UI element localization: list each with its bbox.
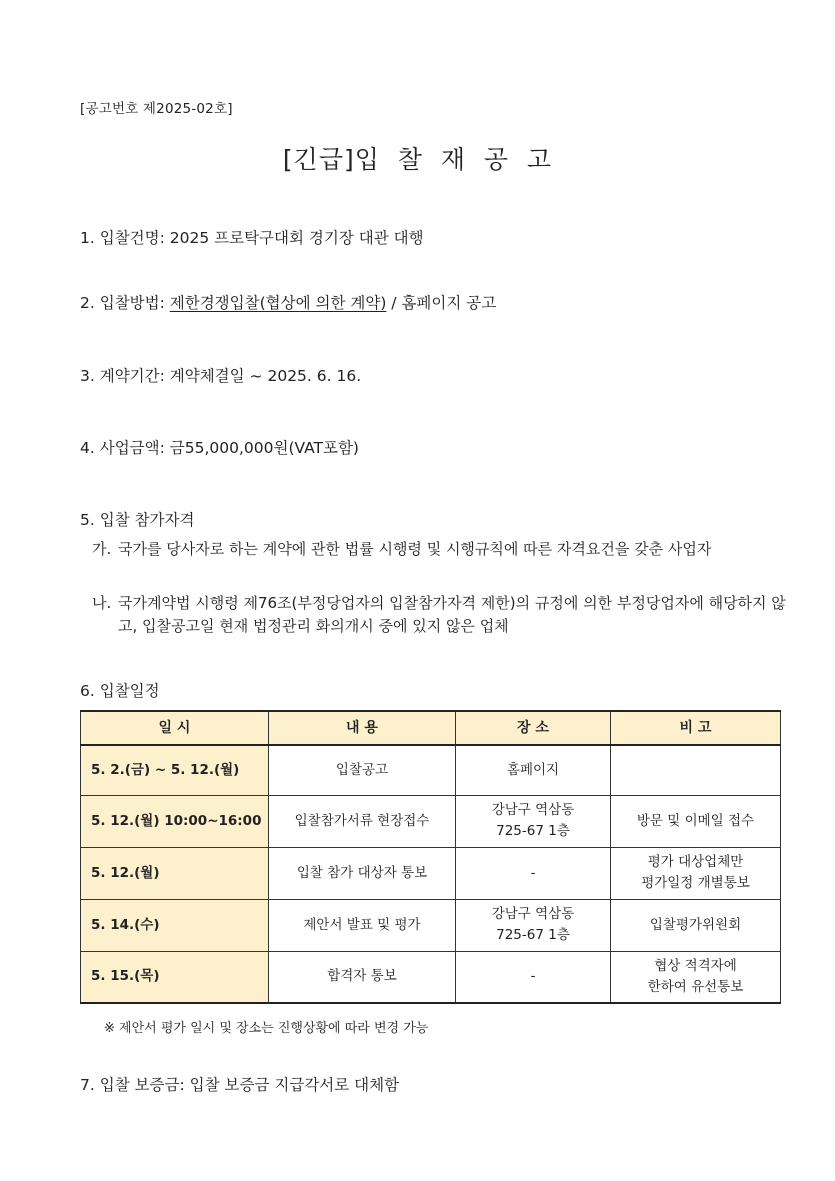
table-row <box>81 745 781 795</box>
item-qualification-heading: 5. 입찰 참가자격 <box>80 511 195 529</box>
row-content: 합격자 통보 <box>269 951 456 1003</box>
qualification-subitem <box>92 592 792 638</box>
item-bid-method <box>80 291 496 313</box>
item-schedule-heading: 6. 입찰일정 <box>80 682 160 700</box>
item-bid-method-label: 2. 입찰방법: <box>80 294 170 312</box>
row-place: 강남구 역삼동 725-67 1층 <box>456 795 611 847</box>
row-date: 5. 15.(목) <box>81 951 269 1003</box>
item-bid-method-value: 제한경쟁입찰(협상에 의한 계약) <box>169 294 387 312</box>
notice-number: [공고번호 제2025-02호] <box>80 101 233 117</box>
row-place: - <box>456 847 611 899</box>
header-datetime: 일 시 <box>81 711 269 745</box>
row-date: 5. 12.(월) 10:00~16:00 <box>81 795 269 847</box>
item-budget-value: 금55,000,000원(VAT포함) <box>169 439 359 457</box>
item-contract-period-value: 계약체결일 ~ 2025. 6. 16. <box>169 367 362 385</box>
schedule-footnote: ※ 제안서 평가 일시 및 장소는 진행상황에 따라 변경 가능 <box>104 1021 429 1036</box>
row-content: 입찰 참가 대상자 통보 <box>269 847 456 899</box>
schedule-table <box>80 710 781 1004</box>
qualification-subitem-text: 국가를 당사자로 하는 계약에 관한 법률 시행령 및 시행규칙에 따른 자격요건을 갖춘 사업자 <box>118 540 712 558</box>
item-bid-bond <box>80 1073 399 1095</box>
item-contract-period-label: 3. 계약기간: <box>80 367 170 385</box>
item-budget <box>80 436 359 458</box>
row-date: 5. 2.(금) ~ 5. 12.(월) <box>81 745 269 795</box>
row-date: 5. 14.(수) <box>81 899 269 951</box>
table-row <box>81 847 781 899</box>
table-row <box>81 899 781 951</box>
row-place: 강남구 역삼동 725-67 1층 <box>456 899 611 951</box>
row-place: 홈페이지 <box>456 745 611 795</box>
item-bid-bond-value: 입찰 보증금 지급각서로 대체함 <box>189 1076 400 1094</box>
row-note: 방문 및 이메일 접수 <box>611 795 781 847</box>
table-row <box>81 951 781 1003</box>
qualification-subitem <box>92 538 792 561</box>
header-place: 장 소 <box>456 711 611 745</box>
table-row <box>81 795 781 847</box>
header-note: 비 고 <box>611 711 781 745</box>
row-note: 협상 적격자에 한하여 유선통보 <box>611 951 781 1003</box>
item-bid-bond-label: 7. 입찰 보증금: <box>80 1076 190 1094</box>
item-project-name <box>80 226 424 248</box>
item-project-name-label: 1. 입찰건명: <box>80 229 170 247</box>
qualification-subitem-marker: 나. <box>92 594 112 612</box>
item-contract-period <box>80 364 361 386</box>
qualification-subitem-marker: 가. <box>92 540 112 558</box>
schedule-header-row <box>81 711 781 745</box>
item-bid-method-suffix: / 홈페이지 공고 <box>386 294 497 312</box>
item-project-name-value: 2025 프로탁구대회 경기장 대관 대행 <box>169 229 424 247</box>
row-content: 제안서 발표 및 평가 <box>269 899 456 951</box>
row-content: 입찰참가서류 현장접수 <box>269 795 456 847</box>
row-content: 입찰공고 <box>269 745 456 795</box>
item-budget-label: 4. 사업금액: <box>80 439 170 457</box>
page-title: [긴급]입 찰 재 공 고 <box>282 145 553 174</box>
row-place: - <box>456 951 611 1003</box>
row-note <box>611 745 781 795</box>
qualification-subitem-text: 국가계약법 시행령 제76조(부정당업자의 입찰참가자격 제한)의 규정에 의한 부정당업자에 해당하지 않고, 입찰공고일 현재 법정관리 화의개시 중에 있지 않은 업체 <box>118 594 786 635</box>
row-note: 평가 대상업체만 평가일정 개별통보 <box>611 847 781 899</box>
row-date: 5. 12.(월) <box>81 847 269 899</box>
row-note: 입찰평가위원회 <box>611 899 781 951</box>
header-content: 내 용 <box>269 711 456 745</box>
